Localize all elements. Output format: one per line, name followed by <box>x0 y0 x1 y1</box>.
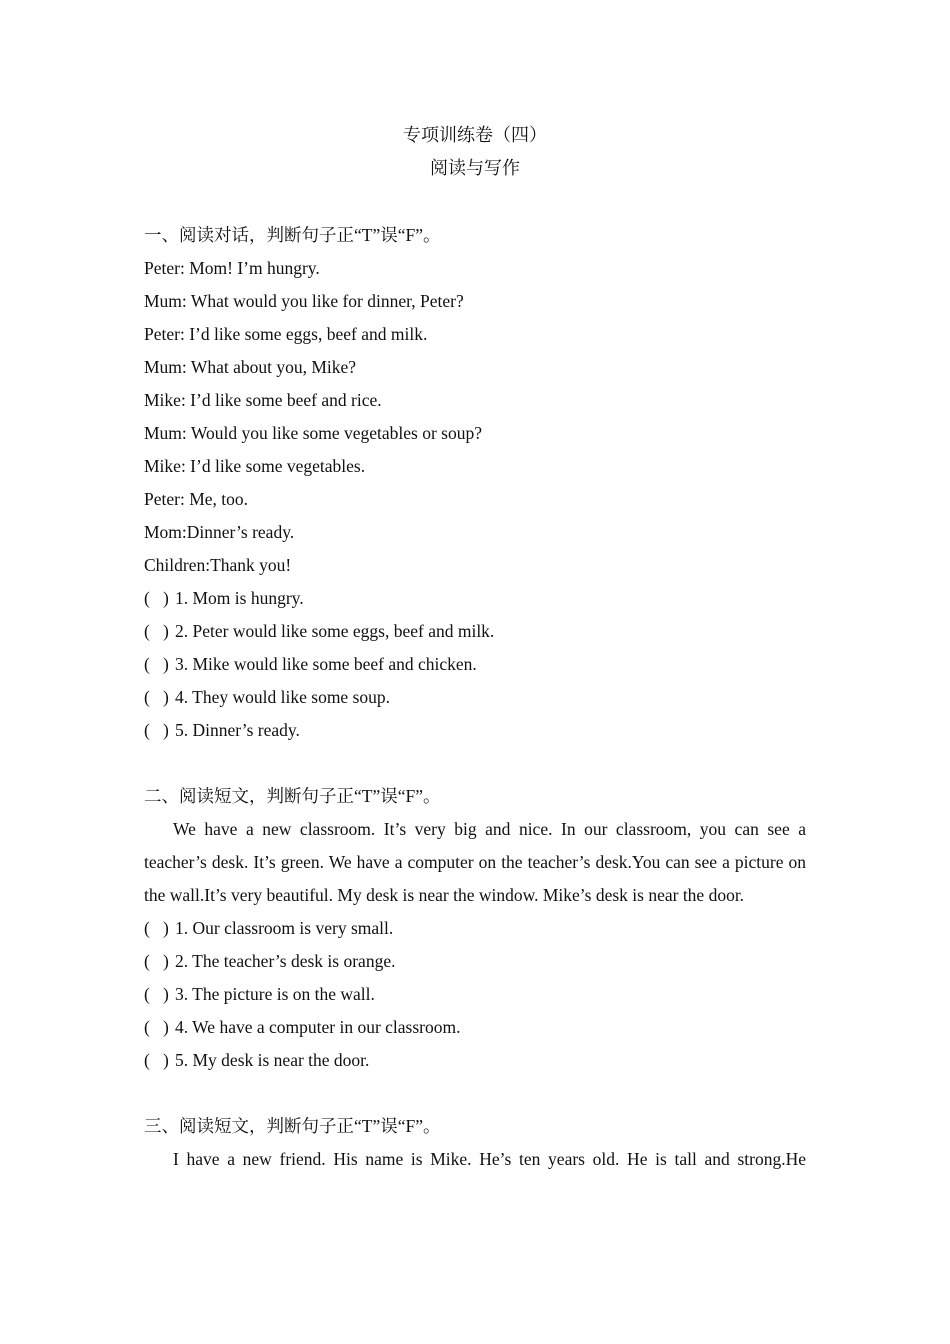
question-text: 5. My desk is near the door. <box>175 1050 370 1070</box>
answer-blank[interactable]: ( ) <box>144 621 169 641</box>
dialogue-line: Mike: I’d like some beef and rice. <box>144 390 382 410</box>
dialogue-line: Children:Thank you! <box>144 555 292 575</box>
question-item <box>144 978 806 1011</box>
question-item <box>144 582 806 615</box>
question-item <box>144 615 806 648</box>
answer-blank[interactable]: ( ) <box>144 720 169 740</box>
question-text: 1. Mom is hungry. <box>175 588 304 608</box>
section2-heading: 二、阅读短文，判断句子正“T”误“F”。 <box>144 786 441 806</box>
question-text: 2. Peter would like some eggs, beef and milk. <box>175 621 495 641</box>
answer-blank[interactable]: ( ) <box>144 588 169 608</box>
answer-blank[interactable]: ( ) <box>144 654 169 674</box>
section3-heading: 三、阅读短文，判断句子正“T”误“F”。 <box>144 1116 441 1136</box>
section1-heading: 一、阅读对话，判断句子正“T”误“F”。 <box>144 225 441 245</box>
answer-blank[interactable]: ( ) <box>144 918 169 938</box>
question-text: 4. They would like some soup. <box>175 687 391 707</box>
page-subtitle: 阅读与写作 <box>430 158 520 178</box>
dialogue-line: Mum: What would you like for dinner, Peter? <box>144 291 464 311</box>
dialogue-line: Peter: Me, too. <box>144 489 249 509</box>
question-item <box>144 945 806 978</box>
dialogue-line: Peter: I’d like some eggs, beef and milk. <box>144 324 428 344</box>
answer-blank[interactable]: ( ) <box>144 951 169 971</box>
question-item <box>144 1011 806 1044</box>
section-spacer <box>144 1077 806 1110</box>
answer-blank[interactable]: ( ) <box>144 687 169 707</box>
question-item <box>144 714 806 747</box>
question-text: 3. The picture is on the wall. <box>175 984 375 1004</box>
answer-blank[interactable]: ( ) <box>144 1050 169 1070</box>
dialogue-line: Mum: What about you, Mike? <box>144 357 357 377</box>
question-item <box>144 1044 806 1077</box>
dialogue-line: Mike: I’d like some vegetables. <box>144 456 366 476</box>
question-text: 3. Mike would like some beef and chicken. <box>175 654 477 674</box>
question-text: 2. The teacher’s desk is orange. <box>175 951 396 971</box>
answer-blank[interactable]: ( ) <box>144 984 169 1004</box>
question-item <box>144 681 806 714</box>
question-text: 1. Our classroom is very small. <box>175 918 394 938</box>
page-title: 专项训练卷（四） <box>403 125 547 145</box>
reading-passage: I have a new friend. His name is Mike. He’s ten years old. He is tall and strong.He <box>173 1149 806 1169</box>
dialogue-line: Mom:Dinner’s ready. <box>144 522 295 542</box>
dialogue-line: Mum: Would you like some vegetables or soup? <box>144 423 483 443</box>
question-item <box>144 648 806 681</box>
content-body <box>144 219 806 1176</box>
dialogue-line: Peter: Mom! I’m hungry. <box>144 258 320 278</box>
reading-passage: We have a new classroom. It’s very big and nice. In our classroom, you can see a teacher’s desk. It’s green. We have a computer on the teacher’s desk.You can see a picture on the wall.It’s very beautiful. My desk is near the window. Mike’s desk is near the door. <box>144 819 806 905</box>
question-text: 5. Dinner’s ready. <box>175 720 300 740</box>
answer-blank[interactable]: ( ) <box>144 1017 169 1037</box>
section-spacer <box>144 747 806 780</box>
question-item <box>144 912 806 945</box>
question-text: 4. We have a computer in our classroom. <box>175 1017 461 1037</box>
